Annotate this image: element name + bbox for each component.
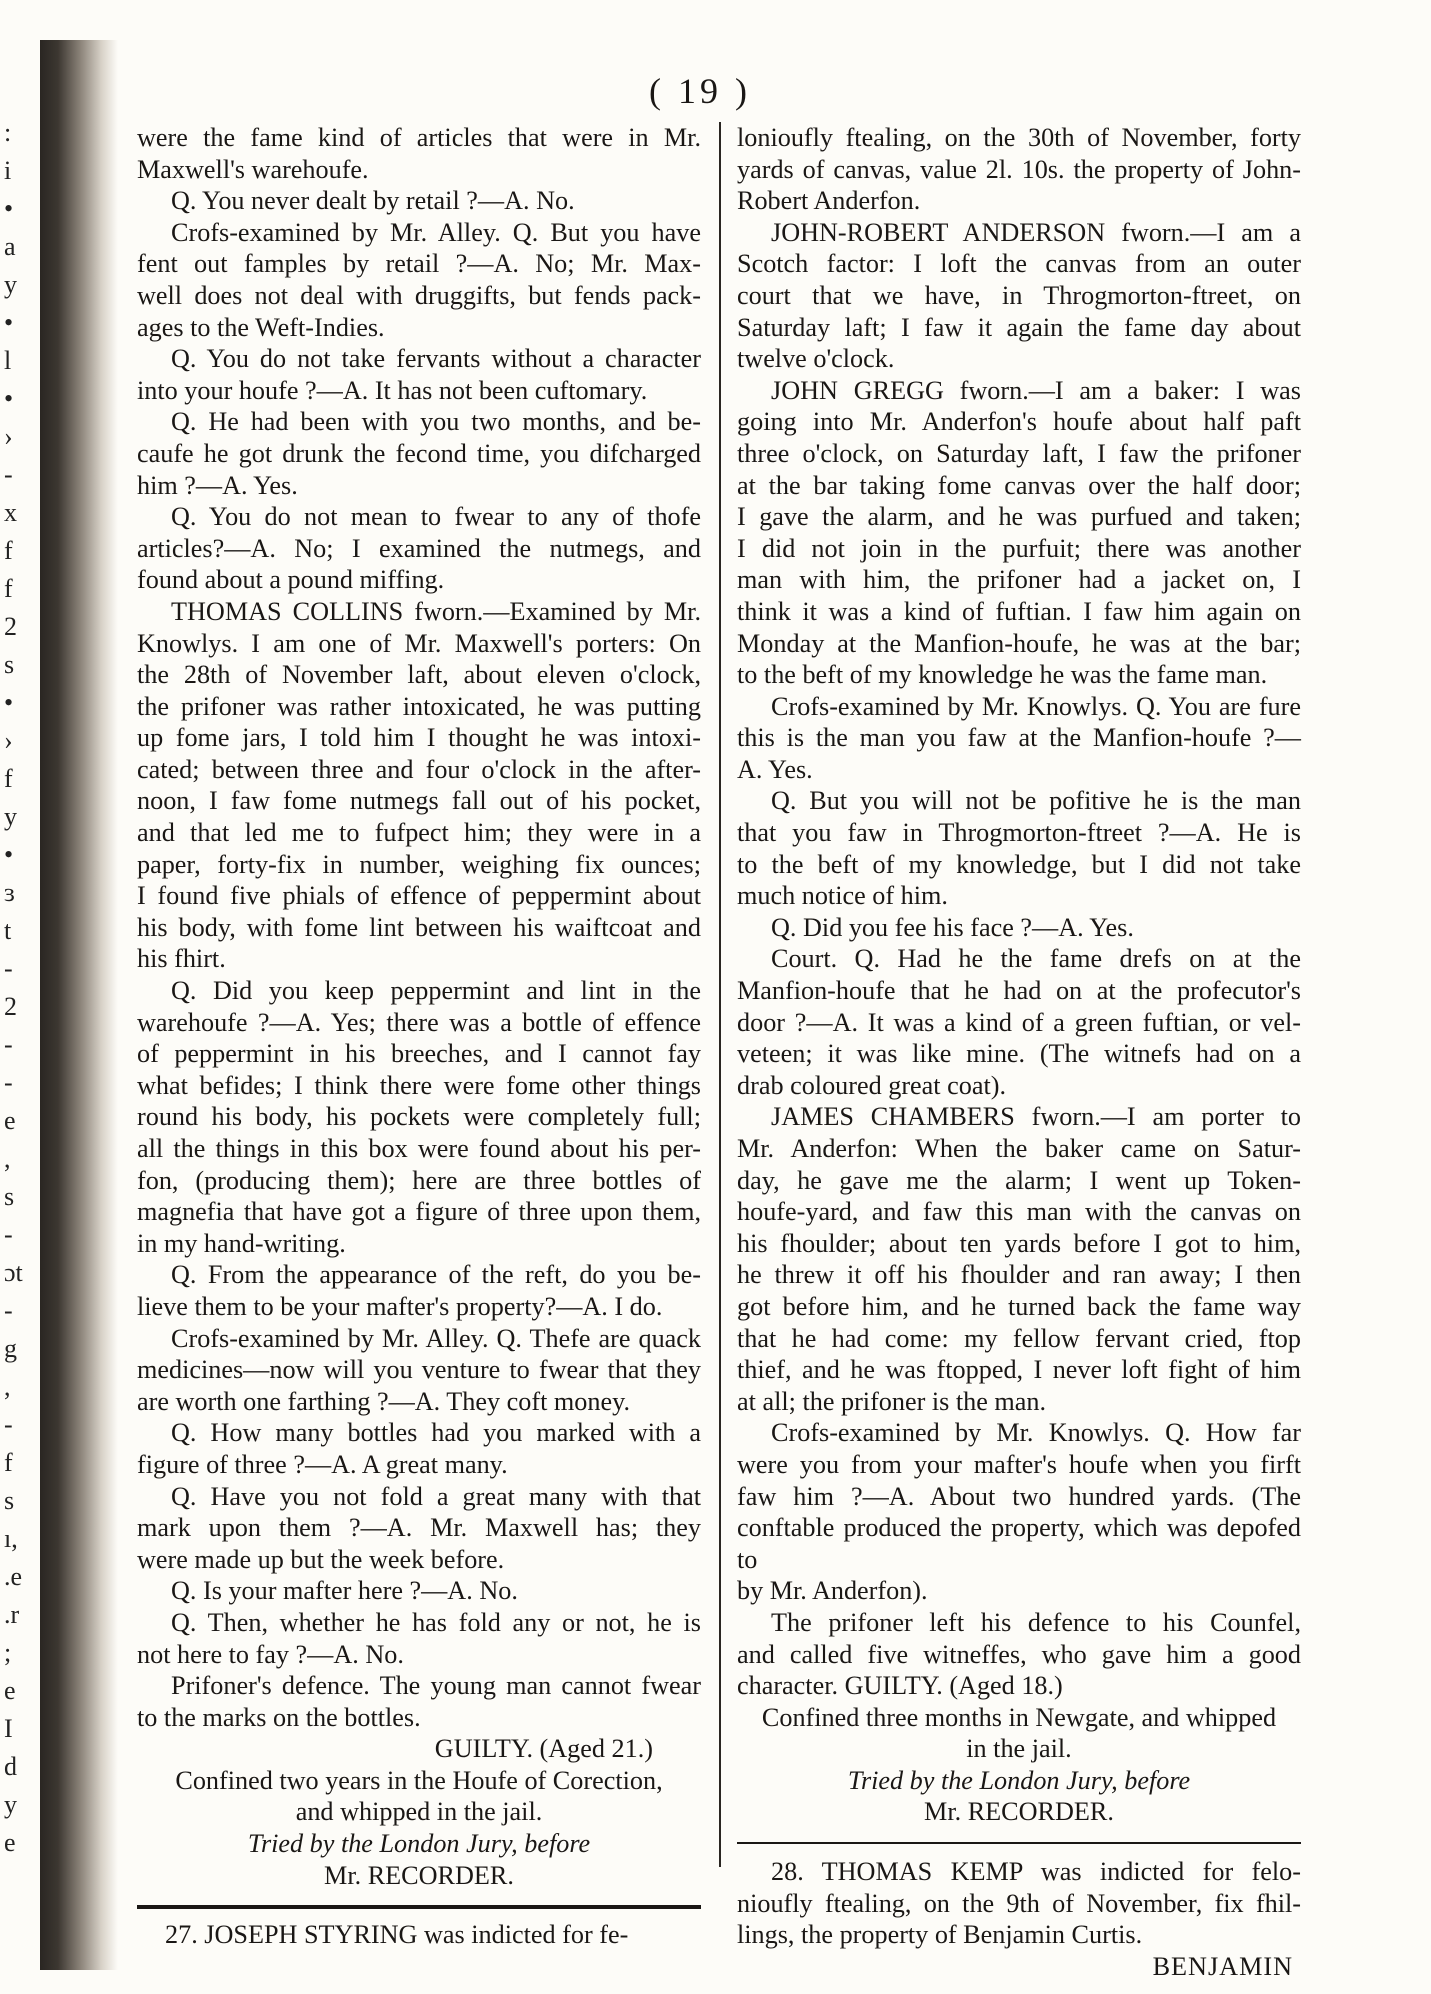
- left-sentence-1: Confined two years in the Houfe of Corection,: [175, 1765, 663, 1795]
- gutter-mark: f: [4, 574, 13, 603]
- left-column-line: figure of three ?—A. A great many.: [137, 1449, 508, 1479]
- right-column-line: yards of canvas, value 2l. 10s. the property of John-: [737, 154, 1301, 184]
- right-column-line: he threw it off his fhoulder and ran away; I then: [737, 1260, 1301, 1290]
- right-column-line: to the beft of my knowledge, but I did not take: [737, 849, 1301, 879]
- left-column-line: found about a pound miffing.: [137, 565, 445, 595]
- left-column-line: Q. Is your mafter here ?—A. No.: [171, 1576, 518, 1606]
- left-column-line: medicines—now will you venture to fwear that they: [137, 1355, 701, 1385]
- gutter-mark: -: [4, 1030, 13, 1059]
- left-column-line: the 28th of November laft, about eleven o'clock,: [137, 660, 701, 690]
- right-next-case-line-2: nioufly ftealing, on the 9th of November, fix fhil-: [737, 1888, 1301, 1918]
- right-column-line: JOHN-ROBERT ANDERSON fworn.—I am a: [771, 217, 1301, 247]
- left-sentence-2: and whipped in the jail.: [295, 1797, 543, 1827]
- left-column-line: his fhirt.: [137, 944, 226, 974]
- page-number: ( 19 ): [649, 71, 751, 111]
- right-column-line: that you faw in Throgmorton-ftreet ?—A. He is: [737, 818, 1301, 848]
- left-column-line: Q. He had been with you two months, and be-: [171, 407, 701, 437]
- right-column-line: JAMES CHAMBERS fworn.—I am porter to: [771, 1102, 1301, 1132]
- right-column-line: drab coloured great coat).: [737, 1070, 1007, 1100]
- gutter-mark: •: [4, 384, 14, 413]
- right-sentence-1: Confined three months in Newgate, and whipped: [761, 1702, 1277, 1732]
- right-column-line: court that we have, in Throgmorton-ftreet, on: [737, 280, 1301, 310]
- gutter-mark: .r: [4, 1600, 20, 1629]
- left-column-line: Q. Then, whether he has fold any or not, he is: [171, 1607, 701, 1637]
- right-column-line: going into Mr. Anderfon's houfe about half paft: [737, 407, 1301, 437]
- left-column-line: fent out famples by retail ?—A. No; Mr. Max-: [137, 249, 701, 279]
- right-tried-by: Tried by the London Jury, before: [847, 1765, 1191, 1795]
- gutter-mark: -: [4, 954, 13, 983]
- gutter-mark: g: [4, 1334, 17, 1363]
- gutter-mark: :: [4, 118, 12, 147]
- left-next-case: 27. JOSEPH STYRING was indicted for fe-: [165, 1920, 629, 1950]
- gutter-mark: -: [4, 1068, 13, 1097]
- gutter-mark: d: [4, 1752, 17, 1781]
- gutter-mark: f: [4, 1448, 13, 1477]
- gutter-mark: ›: [4, 726, 13, 755]
- right-column-line: Monday at the Manfion-houfe, he was at the bar;: [737, 628, 1301, 658]
- binding-gutter-shadow: [40, 40, 118, 1970]
- left-column-line: caufe he got drunk the fecond time, you difcharged: [137, 438, 701, 468]
- right-column-line: Mr. Anderfon: When the baker came on Satur-: [737, 1134, 1301, 1163]
- gutter-mark: y: [4, 802, 17, 831]
- right-column-line: to the beft of my knowledge he was the fame man.: [737, 660, 1268, 690]
- gutter-mark: f: [4, 764, 13, 793]
- left-column-line: Q. Did you keep peppermint and lint in the: [171, 976, 701, 1006]
- gutter-mark: ı,: [4, 1524, 18, 1553]
- left-tried-by: Tried by the London Jury, before: [247, 1829, 591, 1859]
- right-column-line: three o'clock, on Saturday laft, I faw the prifoner: [737, 438, 1301, 468]
- right-column-line: much notice of him.: [737, 881, 948, 911]
- right-column-line: houfe-yard, and faw this man with the canvas on: [737, 1197, 1301, 1227]
- left-column-line: not here to fay ?—A. No.: [137, 1639, 404, 1669]
- right-column-line: were you from your mafter's houfe when you firft: [737, 1449, 1301, 1479]
- left-column-line: fon, (producing them); here are three bottles of: [137, 1165, 701, 1195]
- left-column-line: up fome jars, I told him I thought he was intoxi-: [137, 723, 701, 753]
- gutter-mark: i: [4, 156, 12, 185]
- right-next-case-line-3: lings, the property of Benjamin Curtis.: [737, 1920, 1143, 1950]
- left-column: [137, 122, 701, 1951]
- left-column-line: magnefia that have got a figure of three upon them,: [137, 1197, 701, 1227]
- left-column-line: mark upon them ?—A. Mr. Maxwell has; they: [137, 1513, 701, 1543]
- left-column-line: articles?—A. No; I examined the nutmegs, and: [137, 533, 701, 563]
- right-column-line: door ?—A. It was a kind of a green fuftian, or vel-: [737, 1007, 1301, 1037]
- left-column-line: all the things in this box were found about his per-: [137, 1134, 701, 1163]
- left-column-line: paper, forty-fix in number, weighing fix ounces;: [137, 849, 701, 879]
- left-column-line: cated; between three and four o'clock in the after-: [137, 754, 701, 784]
- left-column-line: to the marks on the bottles.: [137, 1702, 421, 1732]
- left-column-line: into your houfe ?—A. It has not been cuftomary.: [137, 375, 648, 405]
- gutter-mark: y: [4, 1790, 17, 1819]
- left-column-line: were made up but the week before.: [137, 1544, 505, 1574]
- left-column-line: Q. From the appearance of the reft, do you be-: [171, 1260, 701, 1290]
- gutter-mark: -: [4, 1220, 13, 1249]
- right-sentence-2: in the jail.: [966, 1734, 1072, 1764]
- right-column-line: man with him, the prifoner had a jacket on, I: [737, 565, 1301, 595]
- left-column-line: were the fame kind of articles that were in Mr.: [137, 123, 701, 152]
- left-column-line: Maxwell's warehoufe.: [137, 154, 369, 184]
- gutter-mark: x: [4, 498, 17, 527]
- case-separator-rule: [137, 1905, 701, 1909]
- gutter-mark: •: [4, 194, 14, 223]
- right-column-line: veteen; it was like mine. (The witnefs had on a: [737, 1039, 1301, 1069]
- gutter-mark: ɔt: [4, 1258, 23, 1287]
- catchword: BENJAMIN: [1152, 1951, 1293, 1981]
- left-column-line: warehoufe ?—A. Yes; there was a bottle of effence: [137, 1007, 701, 1037]
- left-column-line: Q. How many bottles had you marked with a: [171, 1418, 701, 1448]
- right-column-line: at the bar taking fome canvas over the half door;: [737, 470, 1301, 500]
- right-column-line: Saturday laft; I faw it again the fame day about: [737, 312, 1301, 342]
- right-column-line: lonioufly ftealing, on the 30th of November, forty: [737, 123, 1301, 152]
- gutter-mark: -: [4, 460, 13, 489]
- gutter-mark: -: [4, 1296, 13, 1325]
- gutter-mark: ɜ: [4, 878, 15, 907]
- left-column-line: him ?—A. Yes.: [137, 470, 298, 500]
- right-column-line: Court. Q. Had he the fame drefs on at the: [771, 944, 1301, 974]
- right-column-line: this is the man you faw at the Manfion-houfe ?—: [737, 723, 1301, 753]
- left-column-text: [137, 122, 701, 1733]
- gutter-mark: f: [4, 536, 13, 565]
- right-column-line: faw him ?—A. About two hundred yards. (The: [737, 1481, 1301, 1511]
- left-column-line: I found five phials of effence of peppermint about: [137, 881, 701, 911]
- right-column-line: Crofs-examined by Mr. Knowlys. Q. You are fure: [771, 691, 1301, 721]
- gutter-mark: t: [4, 916, 12, 945]
- gutter-mark: a: [4, 232, 16, 261]
- left-column-line: and that led me to fufpect him; they were in a: [137, 818, 701, 848]
- gutter-mark: e: [4, 1828, 16, 1857]
- gutter-mark: •: [4, 688, 14, 717]
- gutter-mark: ,: [4, 1144, 11, 1173]
- gutter-mark: s: [4, 650, 15, 679]
- right-column-line: Manfion-houfe that he had on at the profecutor's: [737, 976, 1301, 1006]
- right-column-line: JOHN GREGG fworn.—I am a baker: I was: [771, 375, 1301, 405]
- left-column-line: Q. Have you not fold a great many with that: [171, 1481, 701, 1511]
- gutter-mark: I: [4, 1714, 13, 1743]
- right-column: [737, 122, 1301, 1982]
- right-column-line: twelve o'clock.: [737, 344, 895, 374]
- gutter-mark: ,: [4, 1372, 11, 1401]
- right-recorder: Mr. RECORDER.: [924, 1797, 1114, 1827]
- right-column-line: and called five witneffes, who gave him a good: [737, 1639, 1301, 1669]
- gutter-mark: e: [4, 1676, 16, 1705]
- gutter-mark: s: [4, 1182, 15, 1211]
- gutter-mark: ;: [4, 1638, 12, 1667]
- right-column-line: conftable produced the property, which was depofed to: [737, 1513, 1301, 1574]
- right-column-line: Crofs-examined by Mr. Knowlys. Q. How far: [771, 1418, 1301, 1448]
- left-column-line: lieve them to be your mafter's property?—A. I do.: [137, 1291, 663, 1321]
- left-column-line: his body, with fome lint between his waiftcoat and: [137, 912, 701, 942]
- left-column-line: Knowlys. I am one of Mr. Maxwell's porters: On: [137, 628, 701, 658]
- right-column-line: Q. But you will not be pofitive he is the man: [771, 786, 1301, 816]
- left-column-line: of peppermint in his breeches, and I cannot fay: [137, 1039, 701, 1069]
- gutter-mark: l: [4, 346, 12, 375]
- gutter-mark: •: [4, 840, 14, 869]
- right-column-line: got before him, and he turned back the fame way: [737, 1291, 1301, 1321]
- right-column-line: his fhoulder; about ten yards before I got to him,: [737, 1228, 1301, 1258]
- right-column-line: I gave the alarm, and he was purfued and taken;: [737, 502, 1301, 532]
- right-next-case-line-1: 28. THOMAS KEMP was indicted for felo-: [771, 1857, 1301, 1887]
- gutter-mark: -: [4, 1410, 13, 1439]
- left-column-line: are worth one farthing ?—A. They coft money.: [137, 1386, 631, 1416]
- right-column-line: A. Yes.: [737, 754, 813, 784]
- left-column-line: well does not deal with druggifts, but fends pack-: [137, 280, 701, 310]
- left-column-line: in my hand-writing.: [137, 1228, 346, 1258]
- gutter-mark: s: [4, 1486, 15, 1515]
- left-column-line: THOMAS COLLINS fworn.—Examined by Mr.: [171, 596, 701, 626]
- right-column-line: thief, and he was ftopped, I never loft fight of him: [737, 1355, 1301, 1385]
- left-column-line: Prifoner's defence. The young man cannot fwear: [171, 1671, 701, 1701]
- left-column-line: what befides; I think there were fome other things: [137, 1070, 701, 1100]
- left-column-line: Crofs-examined by Mr. Alley. Q. But you have: [171, 217, 701, 247]
- left-column-line: noon, I faw fome nutmegs fall out of his pocket,: [137, 786, 701, 816]
- right-column-line: character. GUILTY. (Aged 18.): [737, 1671, 1063, 1701]
- gutter-mark: 2: [4, 992, 17, 1021]
- right-column-line: day, he gave me the alarm; I went up Token-: [737, 1165, 1301, 1195]
- left-recorder: Mr. RECORDER.: [324, 1860, 514, 1890]
- left-column-line: Crofs-examined by Mr. Alley. Q. Thefe are quack: [171, 1323, 701, 1353]
- right-column-line: Robert Anderfon.: [737, 186, 921, 216]
- gutter-mark: •: [4, 308, 14, 337]
- gutter-mark: 2: [4, 612, 17, 641]
- right-column-line: by Mr. Anderfon).: [737, 1576, 928, 1606]
- right-column-line: I did not join in the purfuit; there was another: [737, 533, 1301, 563]
- left-column-line: Q. You do not mean to fwear to any of thofe: [171, 502, 701, 532]
- right-column-line: that he had come: my fellow fervant cried, ftop: [737, 1323, 1301, 1353]
- left-verdict: GUILTY. (Aged 21.): [434, 1734, 653, 1764]
- right-column-line: think it was a kind of fuftian. I faw him again on: [737, 596, 1301, 626]
- column-divider: [719, 122, 721, 1867]
- case-separator-rule-right: [737, 1842, 1301, 1844]
- gutter-mark: .e: [4, 1562, 23, 1591]
- left-column-line: the prifoner was rather intoxicated, he was putting: [137, 691, 701, 721]
- left-column-line: Q. You never dealt by retail ?—A. No.: [171, 186, 575, 216]
- left-column-line: Q. You do not take fervants without a character: [171, 344, 701, 374]
- right-column-line: The prifoner left his defence to his Counfel,: [771, 1607, 1301, 1637]
- gutter-mark: ›: [4, 422, 13, 451]
- right-column-line: Q. Did you fee his face ?—A. Yes.: [771, 912, 1134, 942]
- left-column-line: round his body, his pockets were completely full;: [137, 1102, 701, 1132]
- right-column-line: at all; the prifoner is the man.: [737, 1386, 1047, 1416]
- gutter-mark: y: [4, 270, 17, 299]
- left-column-line: ages to the Weft-Indies.: [137, 312, 385, 342]
- right-column-line: Scotch factor: I loft the canvas from an outer: [737, 249, 1301, 279]
- gutter-mark: e: [4, 1106, 16, 1135]
- right-column-text: [737, 122, 1301, 1702]
